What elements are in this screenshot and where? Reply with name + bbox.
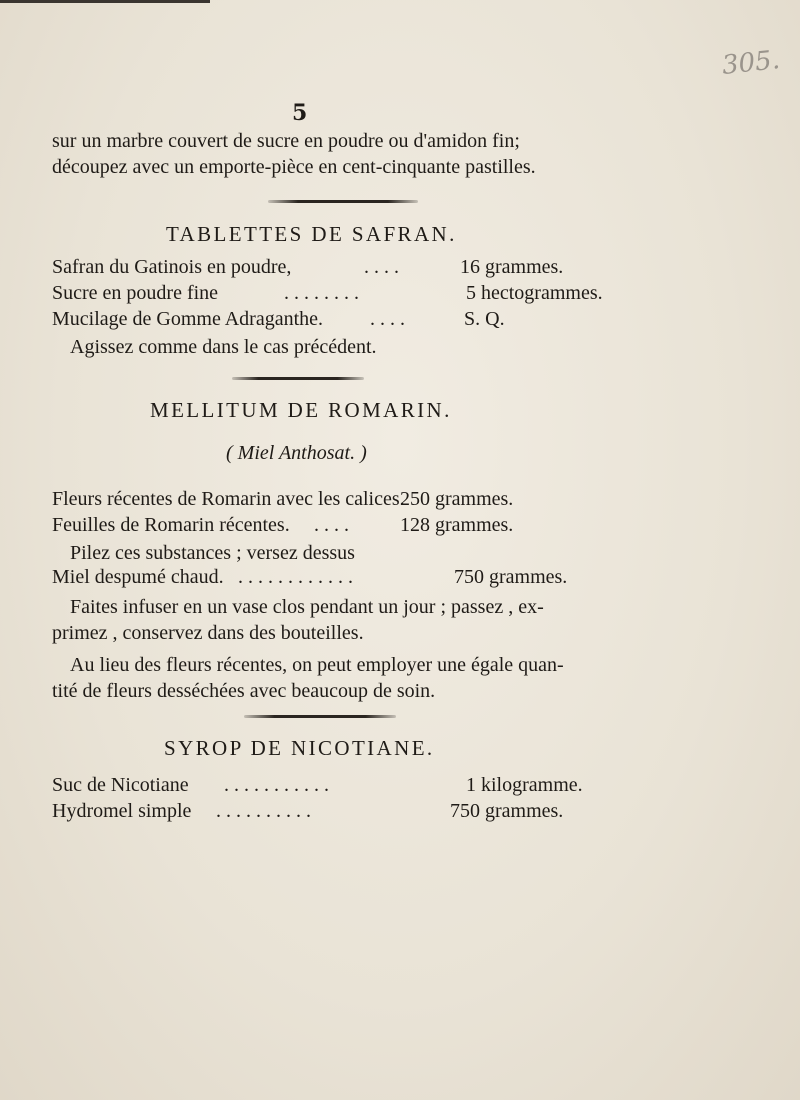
page-edge-shadow	[0, 0, 210, 3]
ingredient-name: Hydromel simple	[52, 800, 192, 822]
dot-leader: . . . .	[370, 308, 405, 330]
ingredient-quantity: S. Q.	[464, 308, 505, 330]
section-divider	[244, 715, 396, 718]
dot-leader: . . . .	[314, 514, 349, 536]
ingredient-row	[52, 514, 742, 540]
page-number: 5	[292, 100, 308, 126]
ingredient-quantity: 750 grammes.	[450, 800, 564, 822]
dot-leader: . . . . . . . .	[284, 282, 359, 304]
section-divider	[268, 200, 418, 203]
section-title-mellitum: MELLITUM DE ROMARIN.	[150, 398, 452, 422]
ingredient-name: Suc de Nicotiane	[52, 774, 189, 796]
dot-leader: . . . . . . . . . . . .	[238, 566, 353, 588]
dot-leader: . . . . . . . . . .	[216, 800, 311, 822]
ingredient-quantity: 1 kilogramme.	[466, 774, 583, 796]
paragraph-line: primez , conservez dans des bouteilles.	[52, 622, 364, 644]
ingredient-row	[52, 308, 742, 334]
ingredient-quantity: 128 grammes.	[400, 514, 514, 536]
section-title-syrop: SYROP DE NICOTIANE.	[164, 736, 435, 760]
paragraph-line: Au lieu des fleurs récentes, on peut employer une égale quan-	[70, 654, 564, 676]
intro-line-2: découpez avec un emporte-pièce en cent-cinquante pastilles.	[52, 156, 536, 178]
instruction-text: Pilez ces substances ; versez dessus	[70, 542, 355, 564]
ingredient-quantity: 250 grammes.	[400, 488, 514, 510]
ingredient-quantity: 5 hectogrammes.	[466, 282, 603, 304]
ingredient-quantity: 16 grammes.	[460, 256, 564, 278]
ingredient-name: Sucre en poudre fine	[52, 282, 219, 304]
ingredient-name: Miel despumé chaud.	[52, 566, 224, 588]
section-divider	[232, 377, 364, 380]
dot-leader: . . . .	[364, 256, 399, 278]
ingredient-name: Fleurs récentes de Romarin avec les calices.	[52, 488, 405, 510]
paragraph-line: Faites infuser en un vase clos pendant un jour ; passez , ex-	[70, 596, 544, 618]
ingredient-row	[52, 566, 742, 592]
ingredient-row	[52, 774, 742, 800]
section-title-tablettes: TABLETTES DE SAFRAN.	[166, 222, 457, 246]
paragraph-line: tité de fleurs desséchées avec beaucoup de soin.	[52, 680, 436, 702]
ingredient-quantity: 750 grammes.	[454, 566, 568, 588]
ingredient-name: Mucilage de Gomme Adraganthe.	[52, 308, 324, 330]
dot-leader: . . . . . . . . . . .	[224, 774, 329, 796]
ingredient-row	[52, 800, 742, 826]
ingredient-row	[52, 256, 742, 282]
handwritten-folio: 305.	[720, 45, 782, 81]
section-subtitle: ( Miel Anthosat. )	[226, 442, 367, 464]
ingredient-name: Safran du Gatinois en poudre,	[52, 256, 292, 278]
ingredient-row	[52, 488, 742, 514]
ingredient-name: Feuilles de Romarin récentes.	[52, 514, 290, 536]
instruction-text: Agissez comme dans le cas précédent.	[70, 336, 377, 358]
ingredient-row	[52, 282, 742, 308]
intro-line-1: sur un marbre couvert de sucre en poudre ou d'amidon fin;	[52, 130, 520, 152]
